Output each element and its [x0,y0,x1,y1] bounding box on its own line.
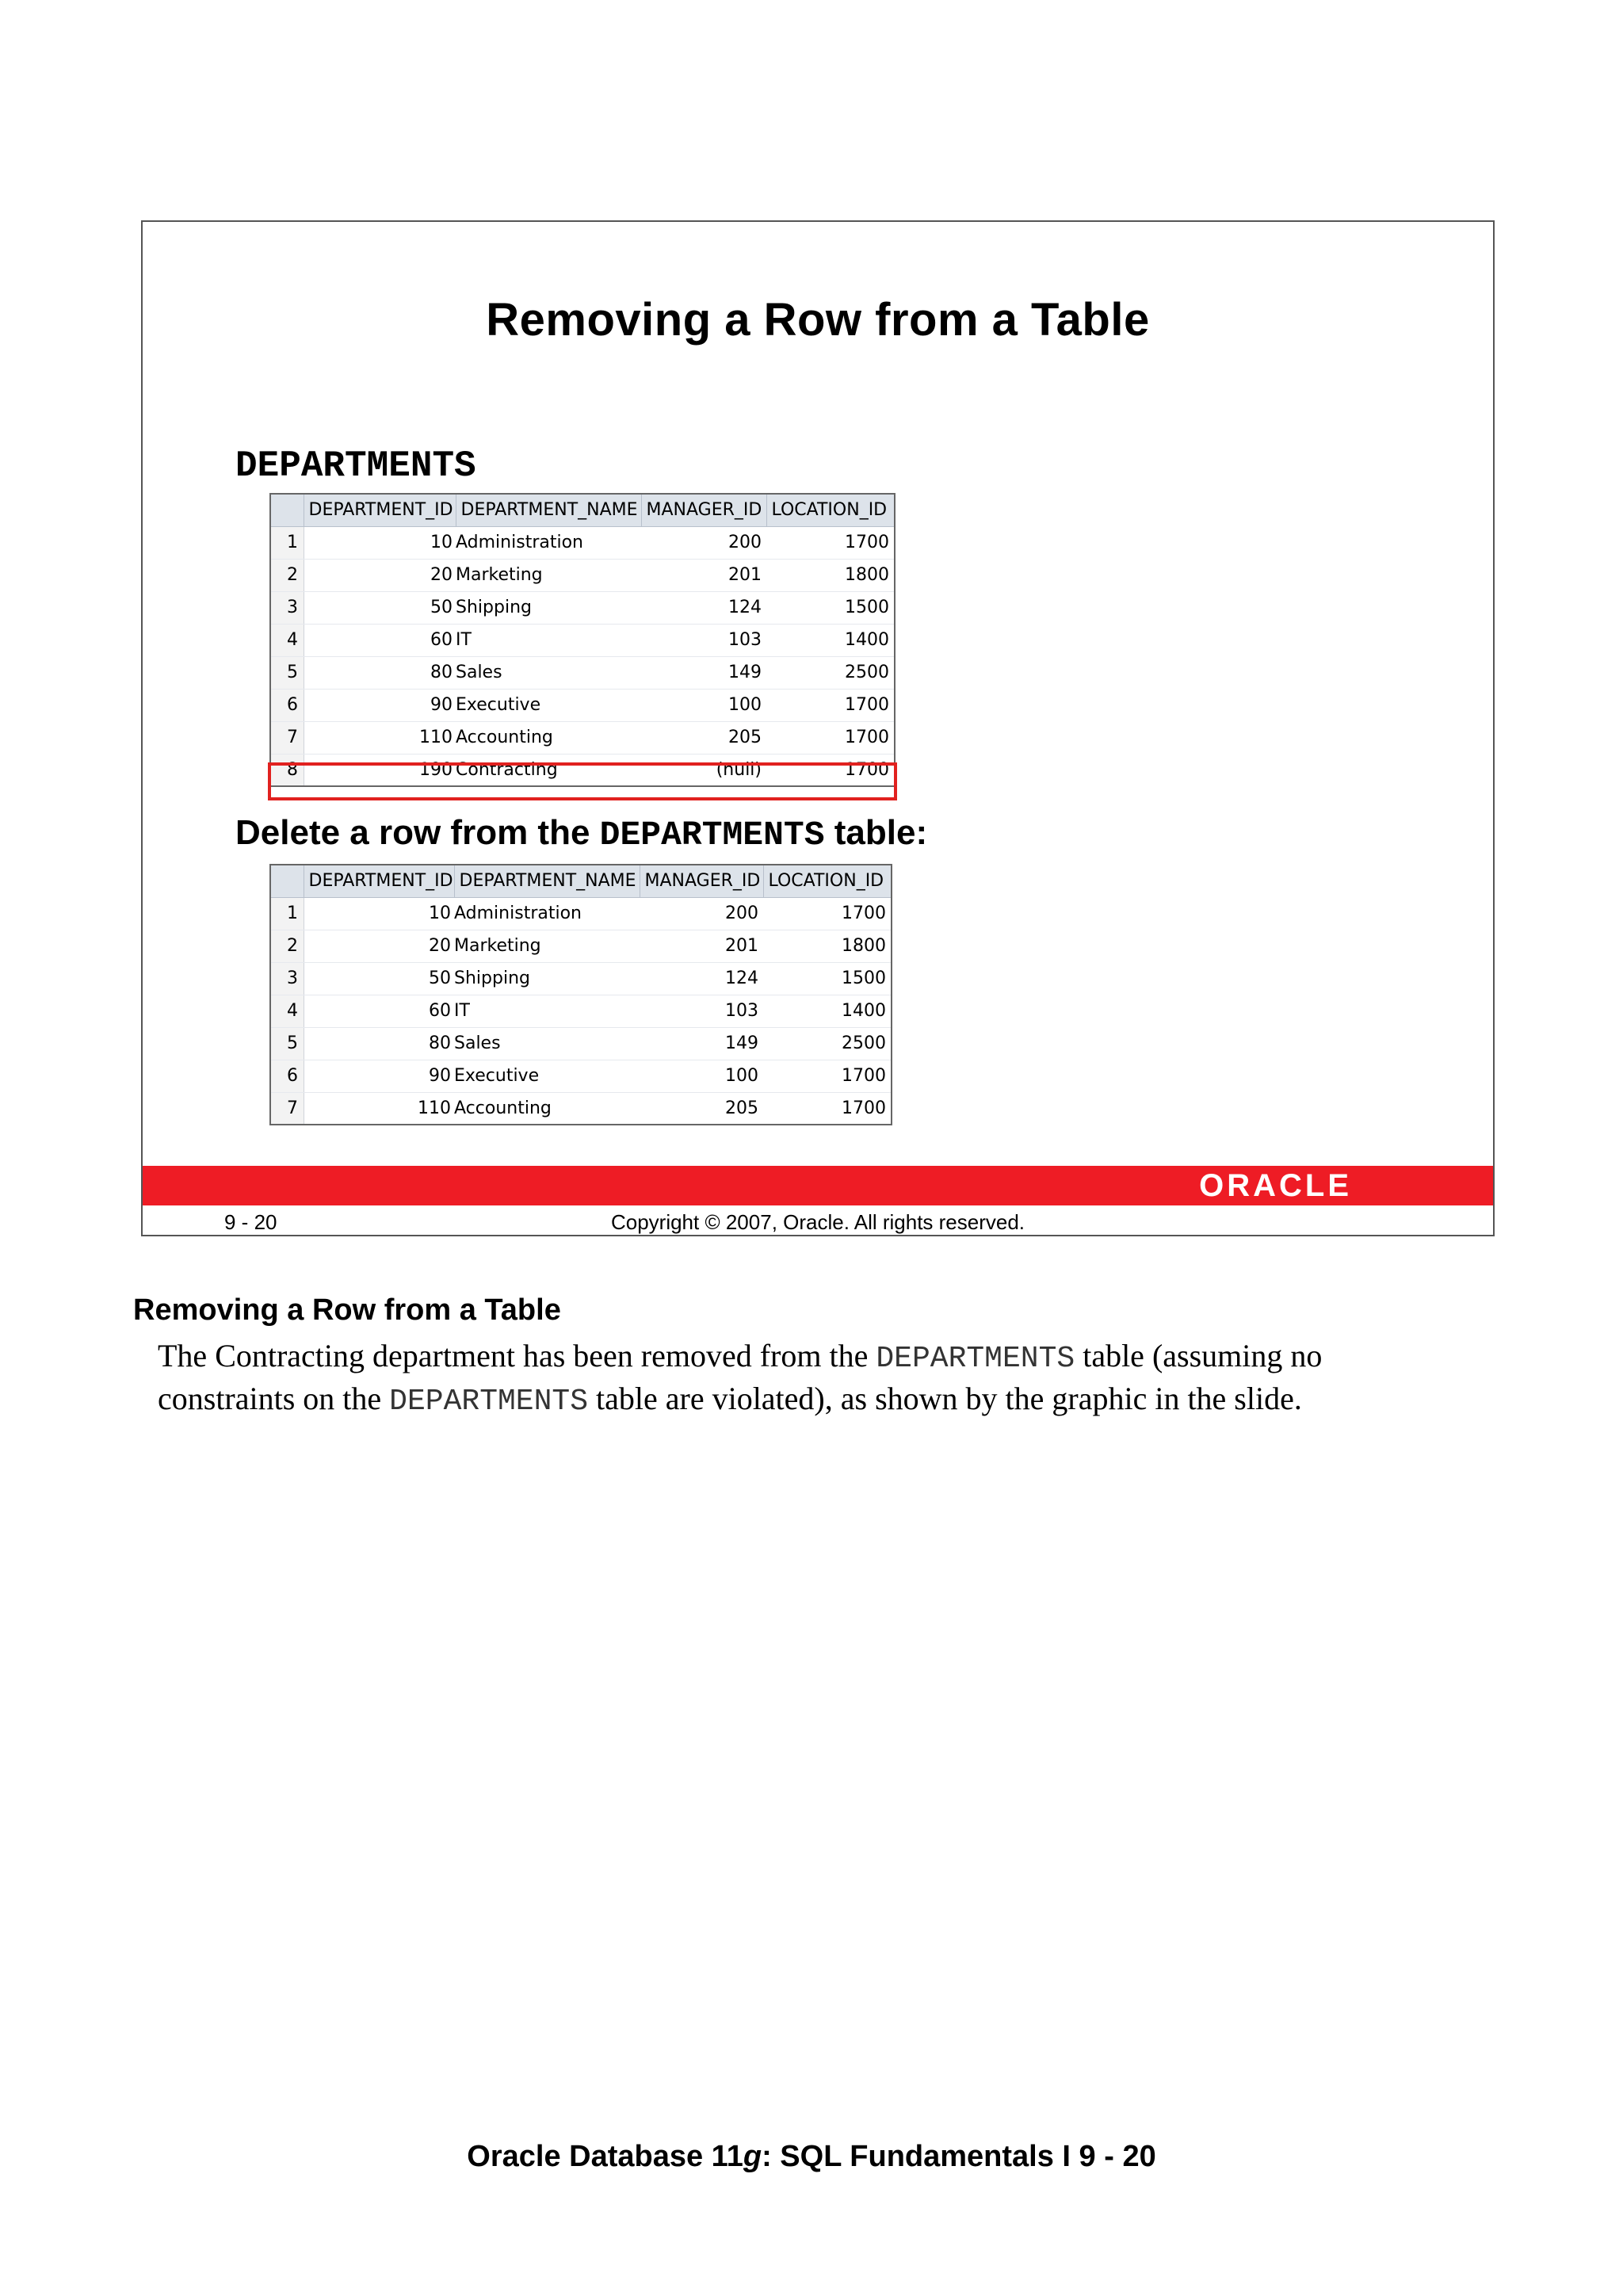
table-row [270,591,895,624]
department-id-cell: 110 [304,721,456,754]
manager-id-cell: 124 [640,962,763,995]
row-number-cell: 5 [270,656,304,689]
department-id-cell: 50 [304,591,456,624]
manager-id-cell: 103 [641,624,766,656]
row-number-cell: 4 [270,624,304,656]
location-id-cell: 2500 [766,656,895,689]
slide-page-number: 9 - 20 [224,1210,277,1234]
department-name-cell: Accounting [454,1092,640,1125]
department-name-cell: Executive [454,1060,640,1092]
location-id-cell: 1800 [766,559,895,591]
location-id-cell: 1400 [763,995,892,1027]
code-text: DEPARTMENTS [389,1385,589,1419]
row-number-cell: 1 [270,897,304,930]
location-id-cell: 1700 [766,754,895,786]
location-id-cell: 1800 [763,930,892,962]
department-name-cell: Sales [454,1027,640,1060]
location-id-cell: 1700 [766,721,895,754]
row-number-cell: 6 [270,1060,304,1092]
table-row [270,897,892,930]
department-id-cell: 20 [304,559,456,591]
location-id-cell: 1500 [766,591,895,624]
table-row [270,962,892,995]
manager-id-cell: 200 [641,526,766,559]
location-id-cell: 1700 [763,897,892,930]
department-id-cell: 60 [304,995,454,1027]
manager-id-cell: 124 [641,591,766,624]
department-id-cell: 80 [304,1027,454,1060]
manager-id-cell: 201 [640,930,763,962]
location-id-cell: 1400 [766,624,895,656]
department-name-cell: Sales [456,656,641,689]
department-id-cell: 90 [304,1060,454,1092]
department-id-cell: 50 [304,962,454,995]
department-name-cell: Shipping [456,591,641,624]
location-id-cell: 1700 [766,526,895,559]
table-row [270,721,895,754]
department-name-cell: Administration [454,897,640,930]
oracle-logo: ORACLE [1199,1168,1352,1203]
notes-heading: Removing a Row from a Table [133,1293,561,1327]
column-header: MANAGER_ID [640,865,763,897]
department-id-cell: 20 [304,930,454,962]
slide-footer [143,1205,1493,1236]
location-id-cell: 1700 [763,1060,892,1092]
manager-id-cell: 149 [641,656,766,689]
slide-title: Removing a Row from a Table [486,294,1150,346]
table-row [270,559,895,591]
table-name-code: DEPARTMENTS [599,816,825,854]
row-number-cell: 2 [270,559,304,591]
column-header: DEPARTMENT_NAME [456,494,641,526]
manager-id-cell: 100 [641,689,766,721]
table-row [270,1060,892,1092]
manager-id-cell: 149 [640,1027,763,1060]
row-number-cell: 6 [270,689,304,721]
column-header: MANAGER_ID [641,494,766,526]
department-name-cell: Marketing [454,930,640,962]
manager-id-cell: 100 [640,1060,763,1092]
row-number-cell: 1 [270,526,304,559]
row-number-cell: 2 [270,930,304,962]
table-label: DEPARTMENTS [235,445,476,487]
department-id-cell: 10 [304,526,456,559]
row-number-cell: 8 [270,754,304,786]
location-id-cell: 1700 [763,1092,892,1125]
manager-id-cell: (null) [641,754,766,786]
table-header-row [270,865,892,897]
manager-id-cell: 205 [640,1092,763,1125]
row-number-cell: 5 [270,1027,304,1060]
row-number-cell: 3 [270,591,304,624]
department-name-cell: Accounting [456,721,641,754]
departments-table-before [269,493,896,787]
column-header: DEPARTMENT_ID [304,865,454,897]
row-number-cell: 4 [270,995,304,1027]
department-name-cell: IT [456,624,641,656]
notes-body: The Contracting department has been removed from the DEPARTMENTS table (assuming no constraints on the DEPARTMENTS table are violated), as shown by the graphic in the slide. [158,1338,1323,1419]
row-number-cell: 7 [270,721,304,754]
row-number-header [270,865,304,897]
table-row [270,1027,892,1060]
delete-caption: Delete a row from the DEPARTMENTS table: [235,813,928,854]
department-name-cell: Marketing [456,559,641,591]
manager-id-cell: 205 [641,721,766,754]
column-header: DEPARTMENT_NAME [454,865,640,897]
copyright-text: Copyright © 2007, Oracle. All rights reserved. [610,1210,1025,1234]
row-number-cell: 3 [270,962,304,995]
department-name-cell: Executive [456,689,641,721]
department-name-cell: Contracting [456,754,641,786]
location-id-cell: 2500 [763,1027,892,1060]
table-row [270,754,895,786]
department-name-cell: Shipping [454,962,640,995]
department-id-cell: 60 [304,624,456,656]
column-header: DEPARTMENT_ID [304,494,456,526]
table-row [270,995,892,1027]
slide [141,220,1495,1236]
manager-id-cell: 200 [640,897,763,930]
department-id-cell: 110 [304,1092,454,1125]
footer-band [143,1166,1493,1205]
table-row [270,1092,892,1125]
row-number-cell: 7 [270,1092,304,1125]
manager-id-cell: 103 [640,995,763,1027]
location-id-cell: 1500 [763,962,892,995]
table-header-row [270,494,895,526]
page-footer: Oracle Database 11g: SQL Fundamentals I 9 - 20 [467,2140,1156,2173]
department-id-cell: 90 [304,689,456,721]
departments-table-after [269,864,892,1125]
column-header: LOCATION_ID [763,865,892,897]
department-id-cell: 10 [304,897,454,930]
table-row [270,930,892,962]
manager-id-cell: 201 [641,559,766,591]
table-row [270,689,895,721]
table-row [270,624,895,656]
department-id-cell: 190 [304,754,456,786]
code-text: DEPARTMENTS [876,1342,1075,1376]
department-name-cell: Administration [456,526,641,559]
department-id-cell: 80 [304,656,456,689]
column-header: LOCATION_ID [766,494,895,526]
department-name-cell: IT [454,995,640,1027]
table-row [270,526,895,559]
location-id-cell: 1700 [766,689,895,721]
row-number-header [270,494,304,526]
table-row [270,656,895,689]
